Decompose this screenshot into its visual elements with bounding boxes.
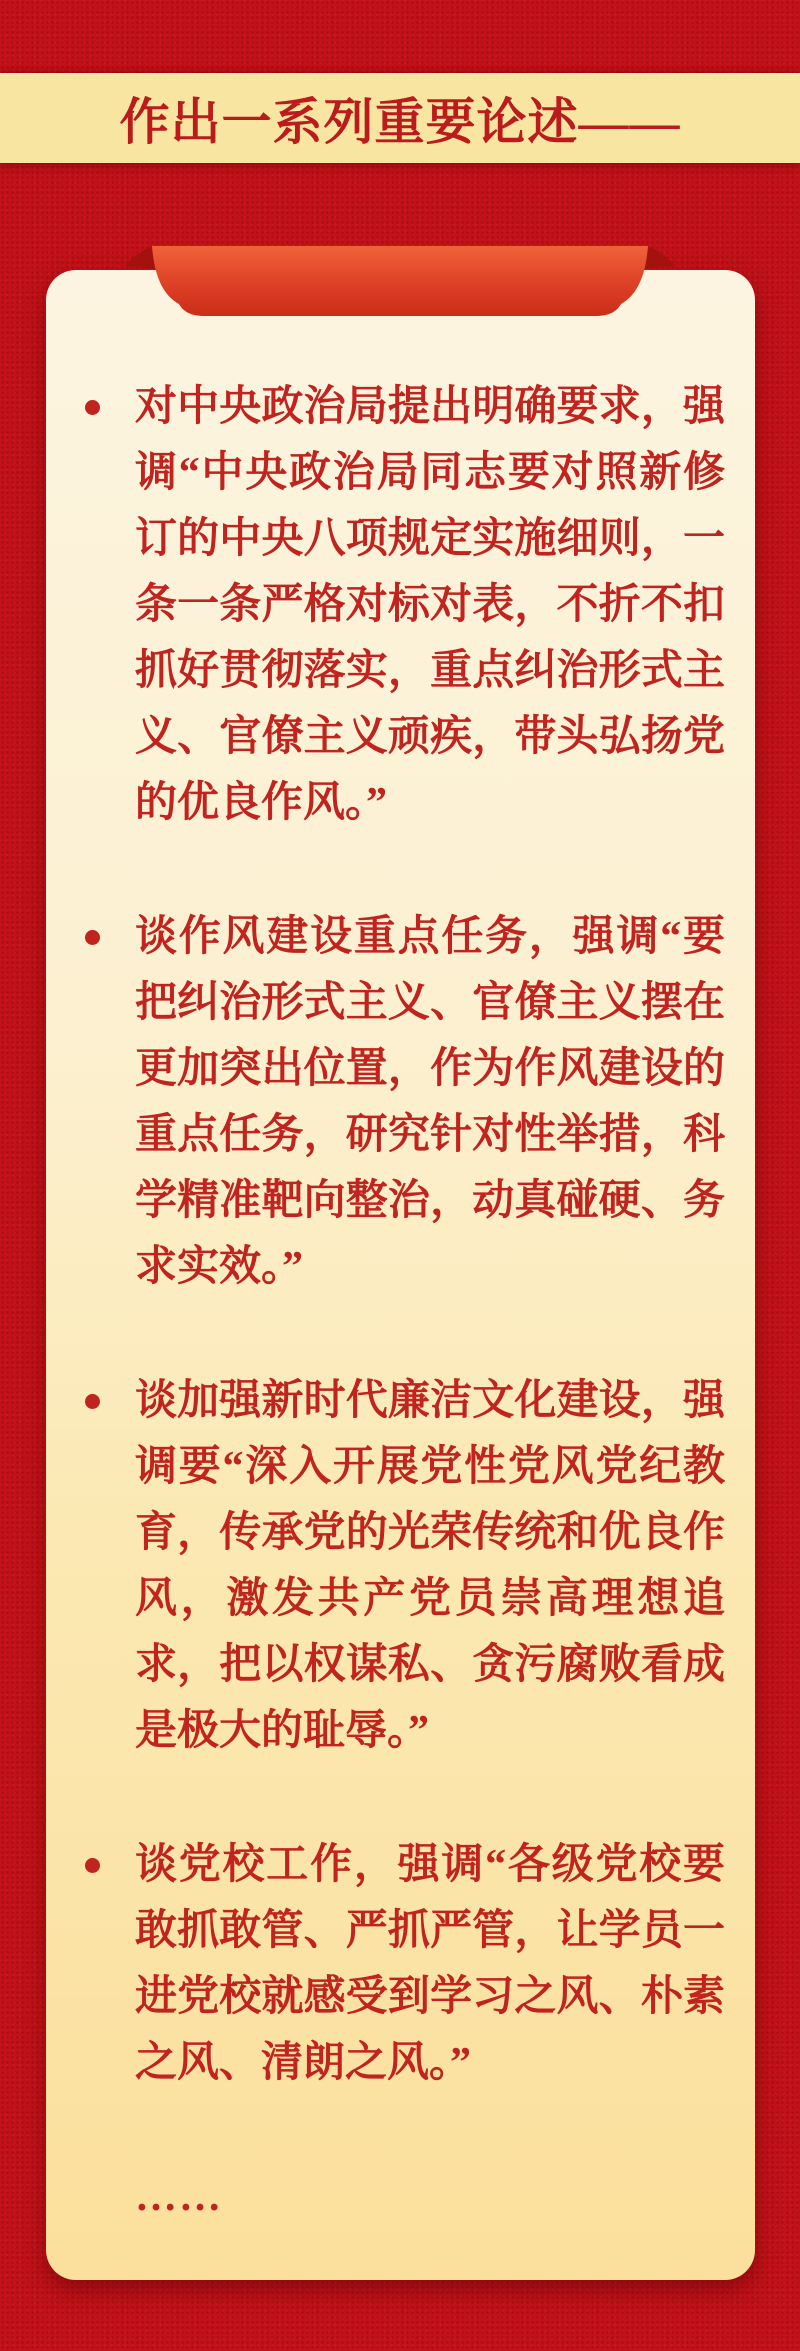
quote-text: 对中央政治局提出明确要求，强调“中央政治局同志要对照新修订的中央八项规定实施细则，一条一条严格对标对表，不折不扣抓好贯彻落实，重点纠治形式主义、官僚主义顽疾，带头弘扬党的优良作风。”	[135, 384, 725, 826]
quote-item	[135, 1368, 725, 1764]
ellipsis-text: ……	[135, 2174, 223, 2220]
bullet-dot-icon	[85, 400, 100, 415]
quote-list	[46, 270, 755, 2230]
bullet-dot-icon	[85, 1394, 100, 1409]
bullet-dot-icon	[85, 930, 100, 945]
quote-text: 谈加强新时代廉洁文化建设，强调要“深入开展党性党风党纪教育，传承党的光荣传统和优良作风，激发共产党员崇高理想追求，把以权谋私、贪污腐败看成是极大的耻辱。”	[135, 1378, 725, 1754]
quote-item	[135, 374, 725, 836]
ellipsis-item	[135, 2164, 725, 2230]
quote-item	[135, 904, 725, 1300]
page-title: 作出一系列重要论述——	[119, 94, 681, 150]
quote-text: 谈党校工作，强调“各级党校要敢抓敢管、严抓严管，让学员一进党校就感受到学习之风、朴素之风、清朗之风。”	[135, 1842, 725, 2086]
title-banner	[0, 73, 800, 163]
quote-text: 谈作风建设重点任务，强调“要把纠治形式主义、官僚主义摆在更加突出位置，作为作风建设的重点任务，研究针对性举措，科学精准靶向整治，动真碰硬、务求实效。”	[135, 914, 725, 1290]
bullet-dot-icon	[85, 1858, 100, 1873]
quote-item	[135, 1832, 725, 2096]
